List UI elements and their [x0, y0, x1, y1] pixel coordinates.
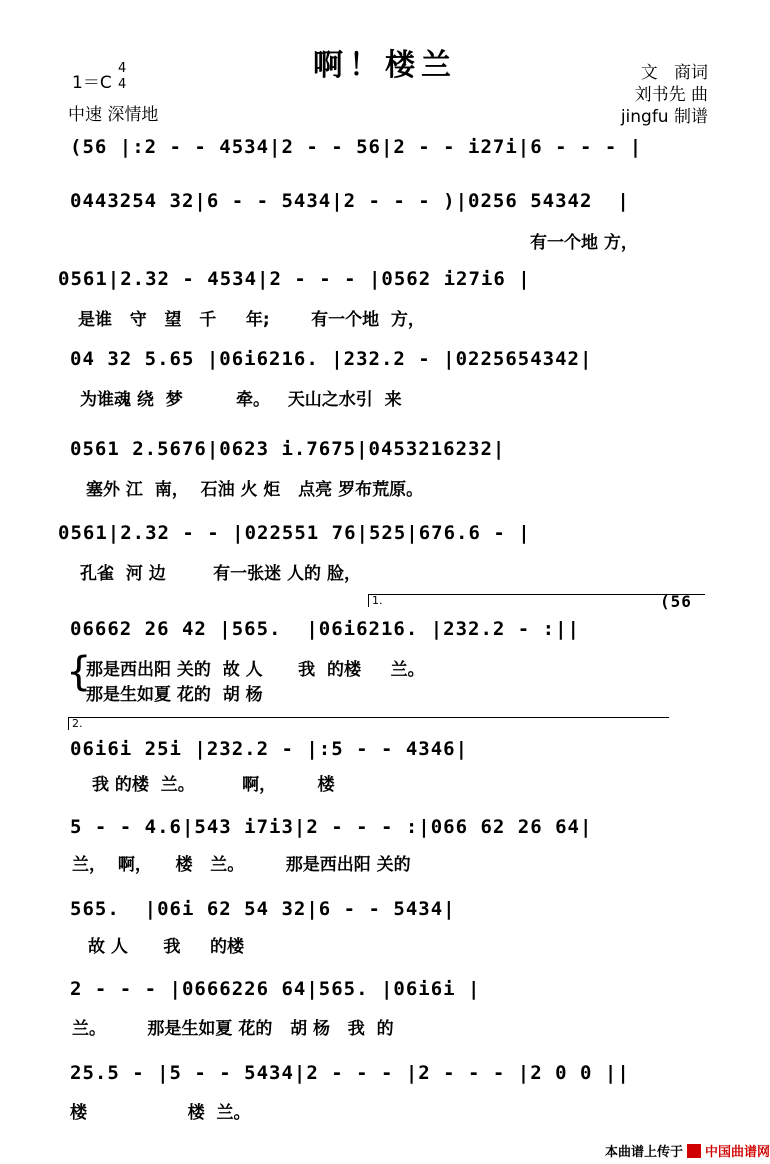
score-line-2-lyrics: 有一个地 方，: [530, 233, 638, 253]
score-line-7-notes: 06662 26 42 |565. |06i6216. |232.2 - :||: [70, 618, 580, 640]
score-line-6-lyrics: 孔雀 河 边 有一张迷 人的 脸，: [80, 564, 361, 584]
site-footer: [605, 1141, 770, 1160]
time-signature-bottom: 4: [118, 77, 127, 92]
verse-brace: {: [66, 649, 92, 695]
tempo-marking: 中速 深情地: [68, 105, 159, 125]
score-line-11-lyrics: 兰。 那是生如夏 花的 胡 杨 我 的: [72, 1019, 394, 1039]
score-line-5-notes: 0561 2.5676|0623 i.7675|0453216232|: [70, 438, 506, 460]
score-line-9-notes: 5 - - 4.6|543 i7i3|2 - - - :|066 62 26 64|: [70, 816, 593, 838]
score-line-11-notes: 2 - - - |0666226 64|565. |06i6i |: [70, 978, 481, 1000]
site-logo-icon: [687, 1144, 701, 1158]
score-line-3-notes: 0561|2.32 - 4534|2 - - - |0562 i27i6 |: [58, 268, 531, 290]
score-line-9-lyrics: 兰， 啊， 楼 兰。 那是西出阳 关的: [72, 855, 411, 875]
score-line-2-notes: 0443254 32|6 - - 5434|2 - - - )|0256 54342 |: [70, 190, 630, 212]
page-title: 啊！楼兰: [313, 48, 457, 83]
score-line-10-lyrics: 故 人 我 的楼: [88, 937, 245, 957]
transcriber-credit: jingfu 制谱: [620, 107, 708, 127]
score-line-12-lyrics: 楼 楼 兰。: [70, 1103, 251, 1123]
score-line-10-notes: 565. |06i 62 54 32|6 - - 5434|: [70, 898, 456, 920]
score-line-3-lyrics: 是谁 守 望 千 年; 有一个地 方，: [78, 310, 425, 330]
score-line-1-notes: (56 |:2 - - 4534|2 - - 56|2 - - i27i|6 - - - |: [70, 136, 643, 158]
score-line-4-lyrics: 为谁魂 绕 梦 牵。 天山之水引 来: [80, 390, 402, 410]
composer-credit: 刘书先 曲: [634, 85, 708, 105]
time-signature-top: 4: [118, 61, 127, 76]
upload-text: 本曲谱上传于: [604, 1145, 683, 1160]
lyricist-credit: 文 商词: [640, 63, 708, 83]
second-ending-bracket: 2.: [68, 717, 669, 730]
score-line-8-notes: 06i6i 25i |232.2 - |:5 - - 4346|: [70, 738, 469, 760]
site-name[interactable]: 中国曲谱网: [704, 1145, 770, 1160]
first-ending-bracket: 1.: [368, 594, 705, 607]
key-signature: 1＝C: [72, 73, 112, 93]
score-line-5-lyrics: 塞外 江 南， 石油 火 炬 点亮 罗布荒原。: [86, 480, 424, 500]
score-line-7-lyrics-verse1: 那是西出阳 关的 故 人 我 的楼 兰。: [86, 660, 425, 680]
score-line-6-notes: 0561|2.32 - - |022551 76|525|676.6 - |: [58, 522, 531, 544]
score-line-8-lyrics: 我 的楼 兰。 啊， 楼: [92, 775, 335, 795]
score-line-12-notes: 25.5 - |5 - - 5434|2 - - - |2 - - - |2 0 0 ||: [70, 1062, 630, 1084]
score-line-7-lyrics-verse2: 那是生如夏 花的 胡 杨: [86, 685, 263, 705]
score-line-4-notes: 04 32 5.65 |06i6216. |232.2 - |0225654342|: [70, 348, 593, 370]
pickup-notes: (56: [660, 592, 692, 611]
